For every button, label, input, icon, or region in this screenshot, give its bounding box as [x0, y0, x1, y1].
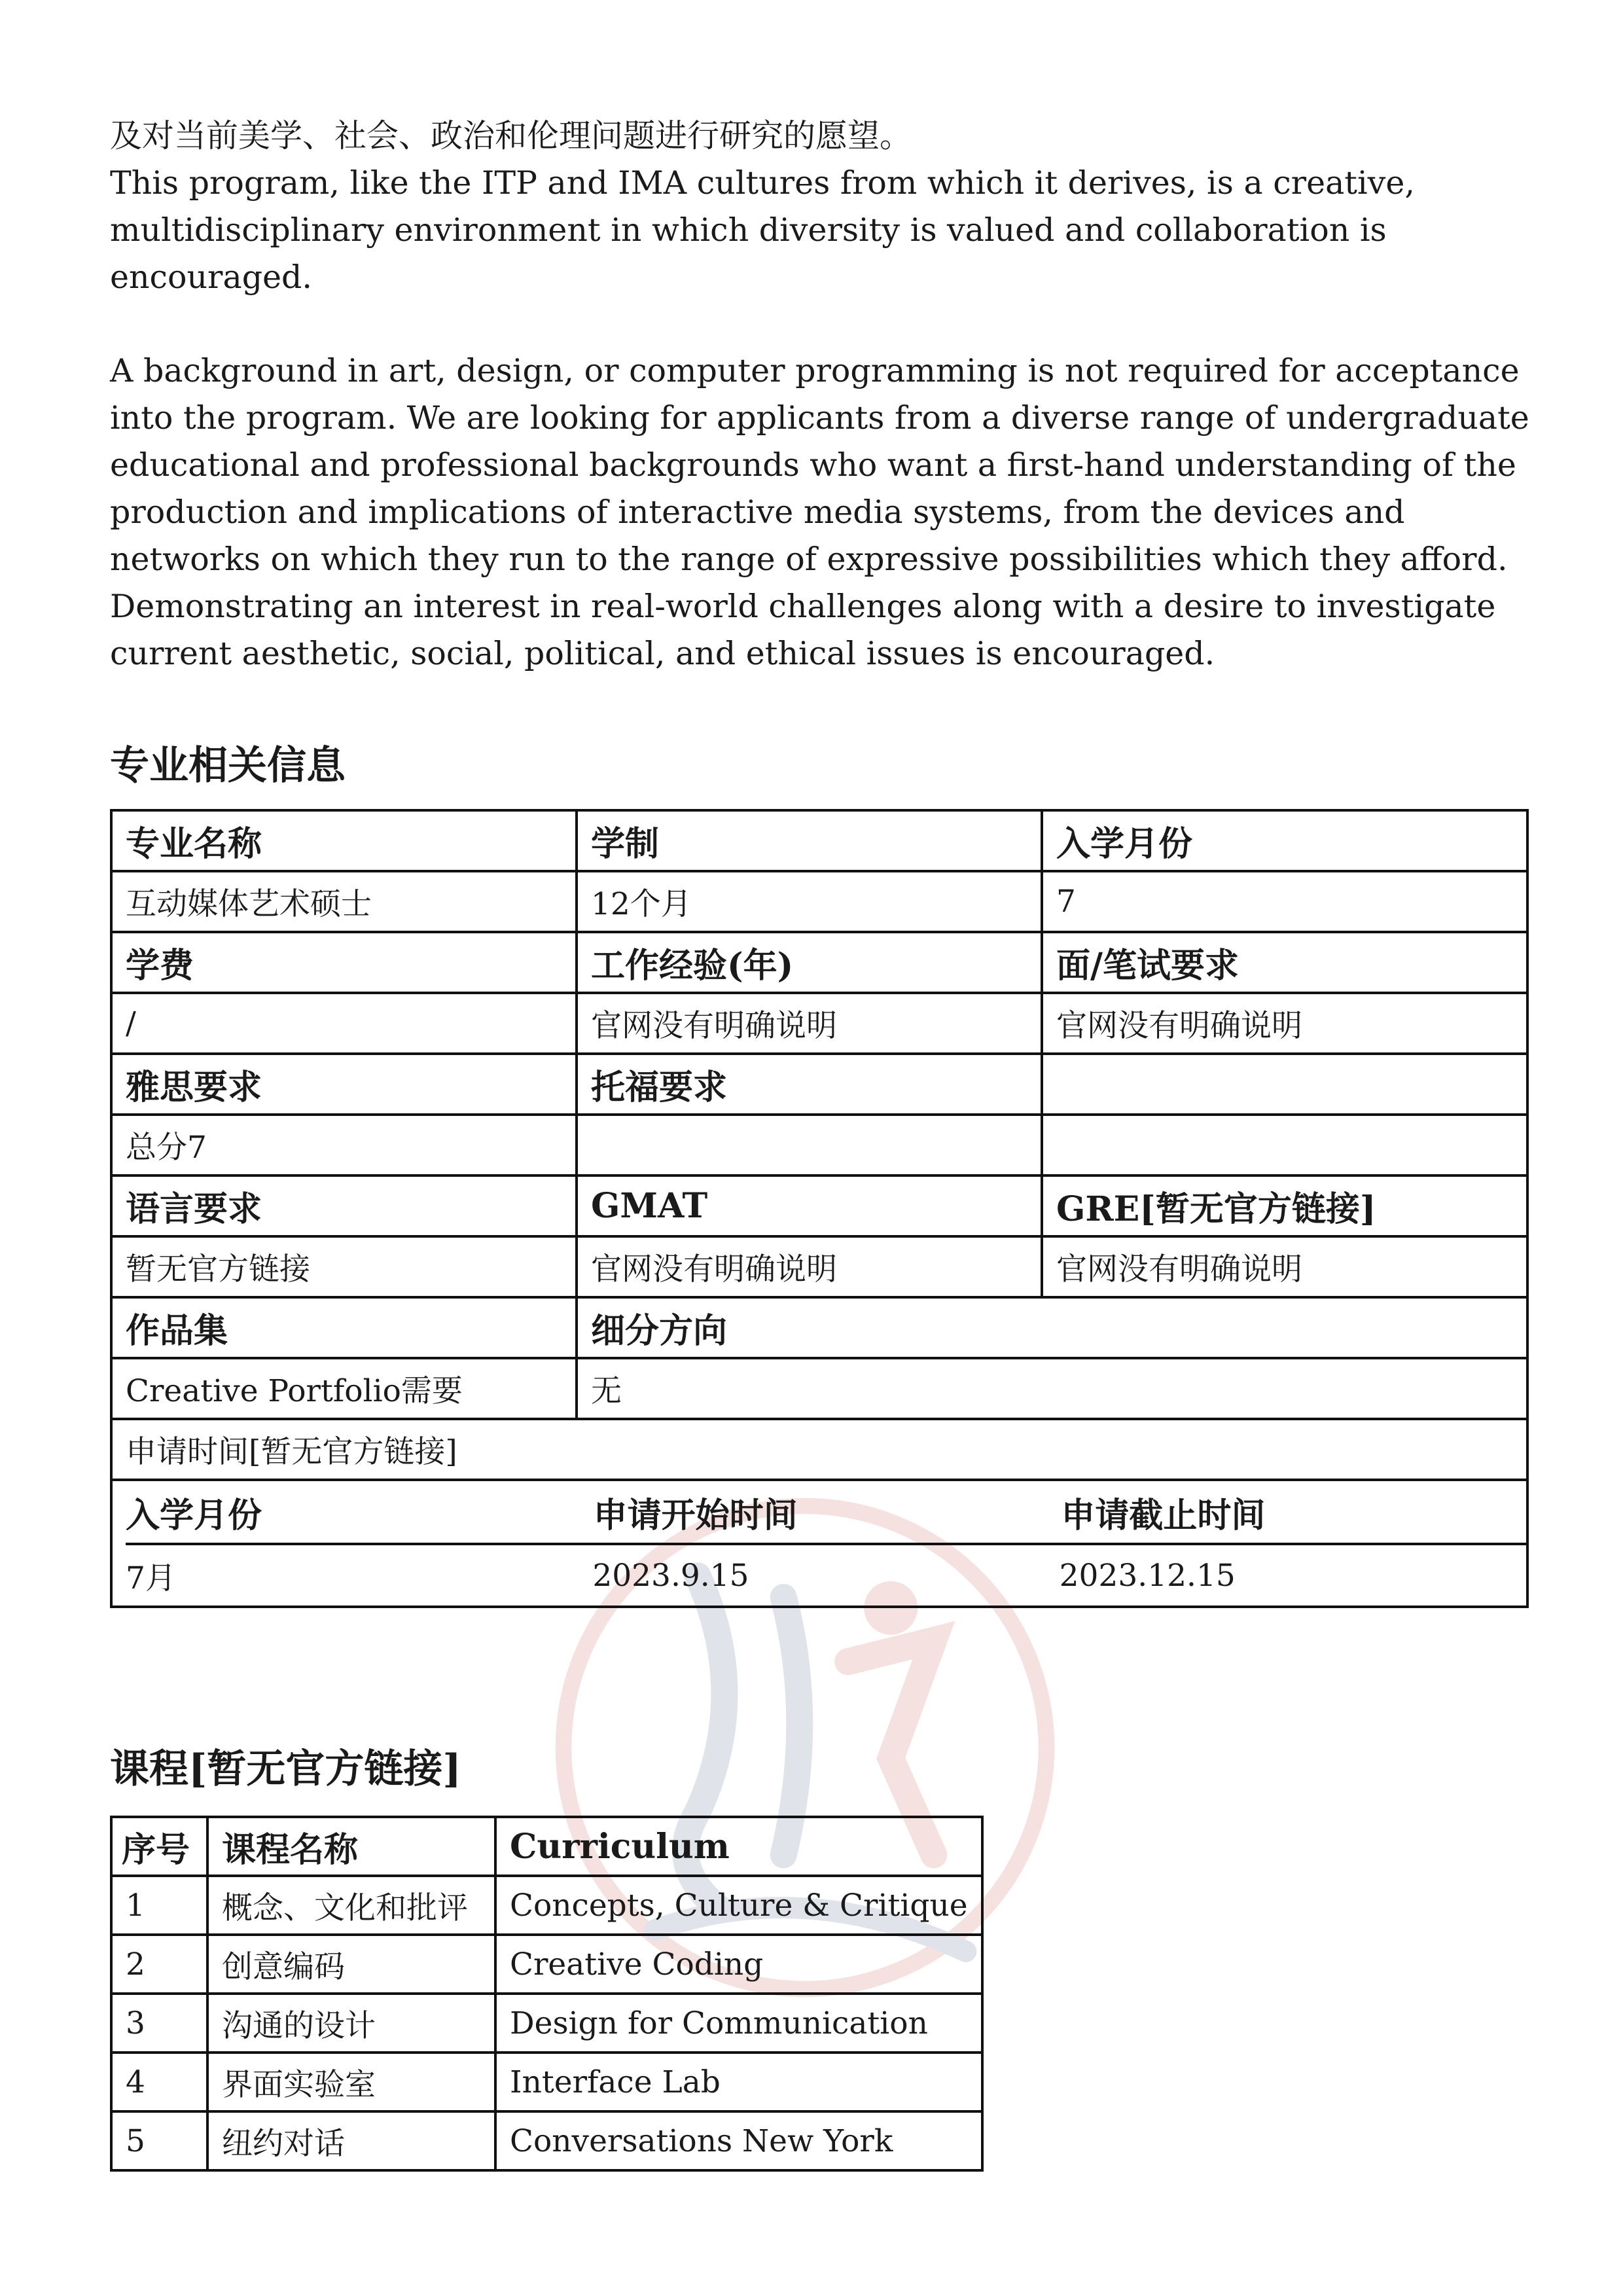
- info-section-title: 专业相关信息: [110, 743, 346, 789]
- table-header-cell: 专业名称: [111, 810, 577, 871]
- curriculum-table: [110, 1816, 984, 2172]
- course-name-cn: 界面实验室: [207, 2053, 495, 2111]
- table-row: [111, 932, 1527, 993]
- background-line: current aesthetic, social, political, and ethical issues is encouraged.: [110, 635, 1215, 672]
- background-line: A background in art, design, or computer programming is not required for acceptance: [110, 352, 1520, 389]
- table-header-cell: 入学月份: [1042, 810, 1527, 871]
- course-number: 5: [111, 2111, 207, 2170]
- table-cell: Creative Portfolio需要: [111, 1358, 577, 1419]
- background-line: educational and professional backgrounds who want a first-hand understanding of the: [110, 446, 1516, 484]
- background-line: production and implications of interactive media systems, from the devices and: [110, 493, 1405, 531]
- schedule-cell: [111, 1480, 1527, 1607]
- schedule-value-cell: 7月: [126, 1560, 176, 1596]
- table-header-cell: Curriculum: [495, 1817, 982, 1876]
- course-name-en: Design for Communication: [495, 1994, 982, 2053]
- table-header-cell: 托福要求: [577, 1054, 1042, 1115]
- table-row: [111, 1115, 1527, 1175]
- background-paragraph: [110, 348, 1537, 677]
- course-number: 4: [111, 2053, 207, 2111]
- table-header-cell: GRE[暂无官方链接]: [1042, 1175, 1527, 1236]
- table-row: [111, 1935, 982, 1994]
- course-name-en: Creative Coding: [495, 1935, 982, 1994]
- schedule-header: [126, 1481, 1529, 1545]
- table-cell: 互动媒体艺术硕士: [111, 871, 577, 932]
- table-row: [111, 1054, 1527, 1115]
- schedule-values: [126, 1545, 1526, 1605]
- table-row: [111, 810, 1527, 871]
- course-name-en: Conversations New York: [495, 2111, 982, 2170]
- table-header-cell: 课程名称: [207, 1817, 495, 1876]
- table-cell: 总分7: [111, 1115, 577, 1175]
- schedule-header-cell: 申请截止时间: [1061, 1495, 1266, 1535]
- course-name-cn: 纽约对话: [207, 2111, 495, 2170]
- table-cell: [577, 1115, 1042, 1175]
- table-row: [111, 1480, 1527, 1607]
- table-header-cell: 面/笔试要求: [1042, 932, 1527, 993]
- table-row: [111, 1236, 1527, 1297]
- intro-line: 及对当前美学、社会、政治和伦理问题进行研究的愿望。: [110, 117, 912, 154]
- schedule-header-cell: 申请开始时间: [593, 1495, 798, 1535]
- table-row: [111, 2111, 982, 2170]
- table-cell: 12个月: [577, 871, 1042, 932]
- background-line: into the program. We are looking for applicants from a diverse range of undergraduate: [110, 399, 1529, 437]
- table-row: [111, 2053, 982, 2111]
- table-row: [111, 1175, 1527, 1236]
- table-header-cell: [1042, 1054, 1527, 1115]
- table-cell: 官网没有明确说明: [1042, 993, 1527, 1054]
- intro-line: encouraged.: [110, 259, 313, 296]
- table-header-cell: 学制: [577, 810, 1042, 871]
- table-cell: /: [111, 993, 577, 1054]
- table-cell: 无: [577, 1358, 1527, 1419]
- table-header-cell: 细分方向: [577, 1297, 1527, 1358]
- course-number: 2: [111, 1935, 207, 1994]
- table-header-cell: GMAT: [577, 1175, 1042, 1236]
- table-row: [111, 1817, 982, 1876]
- curriculum-section-title: 课程[暂无官方链接]: [110, 1746, 461, 1792]
- table-cell: 7: [1042, 871, 1527, 932]
- schedule-value-cell: 2023.12.15: [1059, 1557, 1236, 1594]
- schedule-header-cell: 入学月份: [126, 1495, 262, 1535]
- table-header-cell: 序号: [111, 1817, 207, 1876]
- course-name-en: Interface Lab: [495, 2053, 982, 2111]
- course-name-cn: 沟通的设计: [207, 1994, 495, 2053]
- background-line: Demonstrating an interest in real-world challenges along with a desire to investigate: [110, 588, 1496, 625]
- table-cell: 官网没有明确说明: [1042, 1236, 1527, 1297]
- program-info-table: [110, 809, 1529, 1608]
- table-row: [111, 1419, 1527, 1480]
- schedule-value-cell: 2023.9.15: [592, 1557, 749, 1594]
- table-cell: [1042, 1115, 1527, 1175]
- table-row: [111, 1358, 1527, 1419]
- table-cell: 暂无官方链接: [111, 1236, 577, 1297]
- table-header-cell: 语言要求: [111, 1175, 577, 1236]
- table-cell: 官网没有明确说明: [577, 1236, 1042, 1297]
- course-name-cn: 创意编码: [207, 1935, 495, 1994]
- table-header-cell: 工作经验(年): [577, 932, 1042, 993]
- table-row: [111, 1876, 982, 1935]
- intro-line: multidisciplinary environment in which diversity is valued and collaboration is: [110, 211, 1387, 249]
- course-number: 3: [111, 1994, 207, 2053]
- table-row: [111, 1994, 982, 2053]
- table-cell: 官网没有明确说明: [577, 993, 1042, 1054]
- course-name-en: Concepts, Culture & Critique: [495, 1876, 982, 1935]
- table-header-cell: 学费: [111, 932, 577, 993]
- course-number: 1: [111, 1876, 207, 1935]
- course-name-cn: 概念、文化和批评: [207, 1876, 495, 1935]
- intro-paragraph: [110, 113, 1537, 301]
- background-line: networks on which they run to the range of expressive possibilities which they afford.: [110, 541, 1508, 578]
- table-row: [111, 1297, 1527, 1358]
- table-row: [111, 871, 1527, 932]
- table-header-cell: 雅思要求: [111, 1054, 577, 1115]
- table-row: [111, 993, 1527, 1054]
- intro-line: This program, like the ITP and IMA cultures from which it derives, is a creative,: [110, 164, 1415, 202]
- table-header-cell: 作品集: [111, 1297, 577, 1358]
- application-time-label: 申请时间[暂无官方链接]: [111, 1419, 1527, 1480]
